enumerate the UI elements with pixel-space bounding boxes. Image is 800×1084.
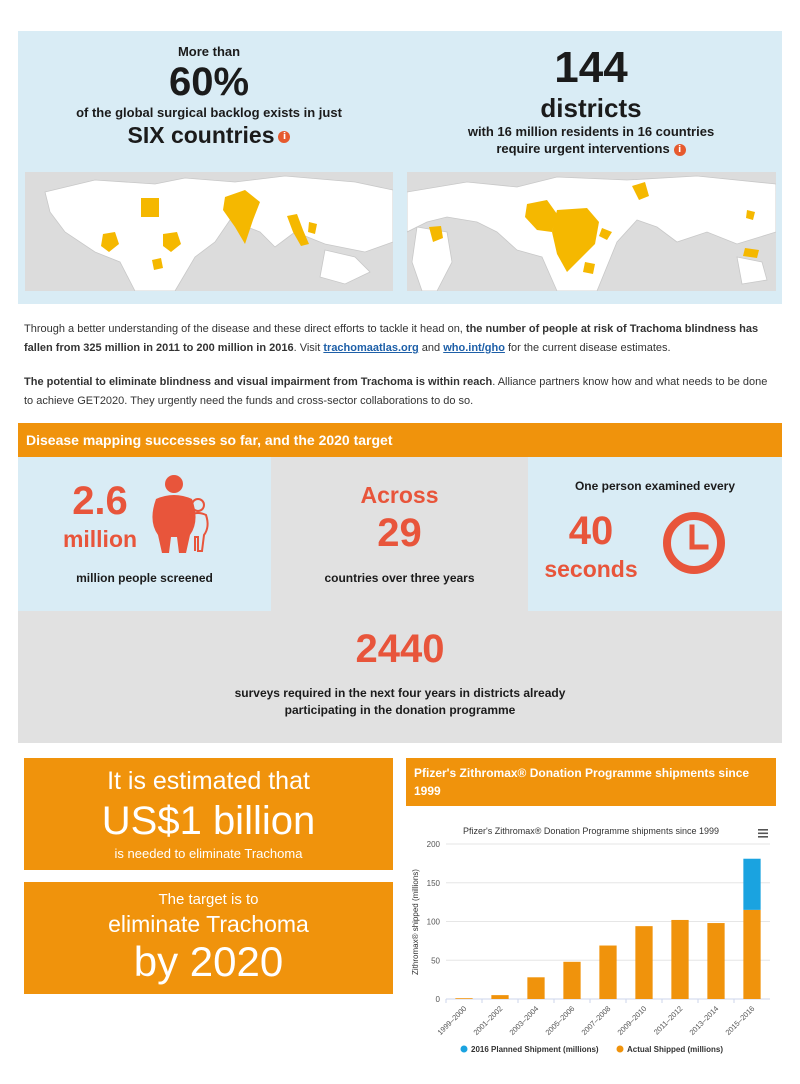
chart-svg xyxy=(406,814,776,1066)
info-icon[interactable]: i xyxy=(278,131,290,143)
trachomaatlas-link[interactable]: trachomaatlas.org xyxy=(323,342,419,354)
surveys-label-2: participating in the donation programme xyxy=(284,703,516,717)
districts-unit: districts xyxy=(540,93,642,123)
screened-value: 2.6 xyxy=(72,479,128,523)
chart-x-tick-label: 2011–2012 xyxy=(651,1004,685,1037)
chart-legend-marker[interactable] xyxy=(617,1046,624,1053)
chart-x-tick-label: 2007–2008 xyxy=(579,1004,613,1037)
chart-title: Pfizer's Zithromax® Donation Programme shipments since 1999 xyxy=(463,826,719,836)
chart-menu-icon[interactable] xyxy=(758,829,768,838)
examination-value: 40 xyxy=(568,509,614,553)
chart-y-axis-label: Zithromax® shipped (millions) xyxy=(411,869,420,975)
chart-bar[interactable] xyxy=(491,995,508,999)
chart-legend-label[interactable]: Actual Shipped (millions) xyxy=(627,1045,724,1054)
chart-bar[interactable] xyxy=(671,920,688,999)
people-screened-cell xyxy=(18,457,271,611)
countries-prefix: Across xyxy=(360,482,439,508)
districts-desc-2: require urgent interventions xyxy=(496,141,670,156)
chart-x-tick-label: 2009–2010 xyxy=(615,1004,649,1037)
world-map-icon xyxy=(407,172,776,291)
world-map-icon xyxy=(25,172,393,291)
countries-label: countries over three years xyxy=(324,571,475,585)
chart-x-tick-label: 2013–2014 xyxy=(687,1004,721,1037)
districts-map xyxy=(407,172,776,291)
people-icon xyxy=(148,473,214,553)
surveys-cell xyxy=(18,611,782,743)
chart-bar[interactable] xyxy=(635,926,652,999)
chart-bar[interactable] xyxy=(743,859,760,910)
examination-cell xyxy=(528,457,782,611)
chart-y-tick-label: 150 xyxy=(426,878,440,888)
info-icon[interactable]: i xyxy=(674,144,686,156)
countries-value: 29 xyxy=(377,511,422,555)
examination-unit: seconds xyxy=(544,556,638,582)
chart-section-header: Pfizer's Zithromax® Donation Programme shipments since 1999 xyxy=(406,758,776,806)
target-box xyxy=(24,882,393,994)
mapping-section-header: Disease mapping successes so far, and the 2020 target xyxy=(18,423,782,457)
chart-bar[interactable] xyxy=(743,910,760,999)
funding-amount: US$1 billion xyxy=(101,799,316,843)
funding-box xyxy=(24,758,393,870)
target-intro: The target is to xyxy=(158,891,259,908)
countries-cell xyxy=(271,457,528,611)
intro-paragraph: Through a better understanding of the disease and these direct efforts to tackle it head on, the number of people at risk of Trachoma blindness has fallen from 325 million in 2011 to 200 million in 2016. Visit trachomaatlas.org and who.int/gho for the current disease estimates. xyxy=(24,323,759,354)
chart-bar[interactable] xyxy=(707,923,724,999)
chart-legend-label[interactable]: 2016 Planned Shipment (millions) xyxy=(471,1045,599,1054)
backlog-intro: More than xyxy=(177,44,241,59)
chart-x-tick-label: 2003–2004 xyxy=(507,1004,541,1037)
chart-bar[interactable] xyxy=(563,962,580,999)
clock-icon xyxy=(662,511,726,575)
surveys-label-1: surveys required in the next four years in districts already xyxy=(234,686,566,700)
chart-x-tick-label: 2005–2006 xyxy=(543,1004,577,1037)
chart-x-tick-label: 2015–2016 xyxy=(723,1004,757,1037)
districts-number: 144 xyxy=(554,43,628,92)
who-gho-link[interactable]: who.int/gho xyxy=(443,342,505,354)
funding-intro: It is estimated that xyxy=(107,767,310,795)
backlog-desc: of the global surgical backlog exists in just xyxy=(76,105,342,120)
chart-y-tick-label: 100 xyxy=(426,917,440,927)
chart-y-tick-label: 200 xyxy=(426,840,440,849)
chart-y-tick-label: 50 xyxy=(431,956,440,966)
funding-desc: is needed to eliminate Trachoma xyxy=(114,846,303,861)
districts-stat xyxy=(400,43,782,157)
potential-paragraph: The potential to eliminate blindness and visual impairment from Trachoma is within reach. Alliance partners know how and what needs to be done to achieve GET2020. They urgently need the funds and cross-sector collaborations to do so. xyxy=(24,376,768,407)
target-goal: eliminate Trachoma xyxy=(108,911,309,937)
target-year: by 2020 xyxy=(133,938,284,985)
chart-bar[interactable] xyxy=(599,946,616,999)
chart-y-tick-label: 0 xyxy=(435,995,440,1004)
backlog-countries: SIX countries xyxy=(127,122,275,148)
examination-intro: One person examined every xyxy=(574,479,736,493)
backlog-stat xyxy=(18,43,400,149)
shipments-chart xyxy=(406,814,776,1066)
chart-bar[interactable] xyxy=(455,998,472,999)
at-risk-highlight: the number of people at risk of Trachoma blindness has fallen from 325 million in 2011 to 200 million in 2016 xyxy=(24,323,759,354)
chart-x-tick-label: 1999–2000 xyxy=(435,1004,469,1037)
screened-label: million people screened xyxy=(76,571,213,585)
screened-unit: million xyxy=(62,526,138,552)
chart-x-tick-label: 2001–2002 xyxy=(471,1004,505,1037)
surveys-value: 2440 xyxy=(355,627,445,671)
backlog-percent: 60% xyxy=(168,60,250,104)
districts-desc: with 16 million residents in 16 countries xyxy=(467,124,715,139)
backlog-map xyxy=(25,172,393,291)
chart-bar[interactable] xyxy=(527,977,544,999)
potential-highlight: The potential to eliminate blindness and visual impairment from Trachoma is within reach xyxy=(24,376,493,388)
chart-legend-marker[interactable] xyxy=(461,1046,468,1053)
top-stats-panel xyxy=(18,31,782,304)
